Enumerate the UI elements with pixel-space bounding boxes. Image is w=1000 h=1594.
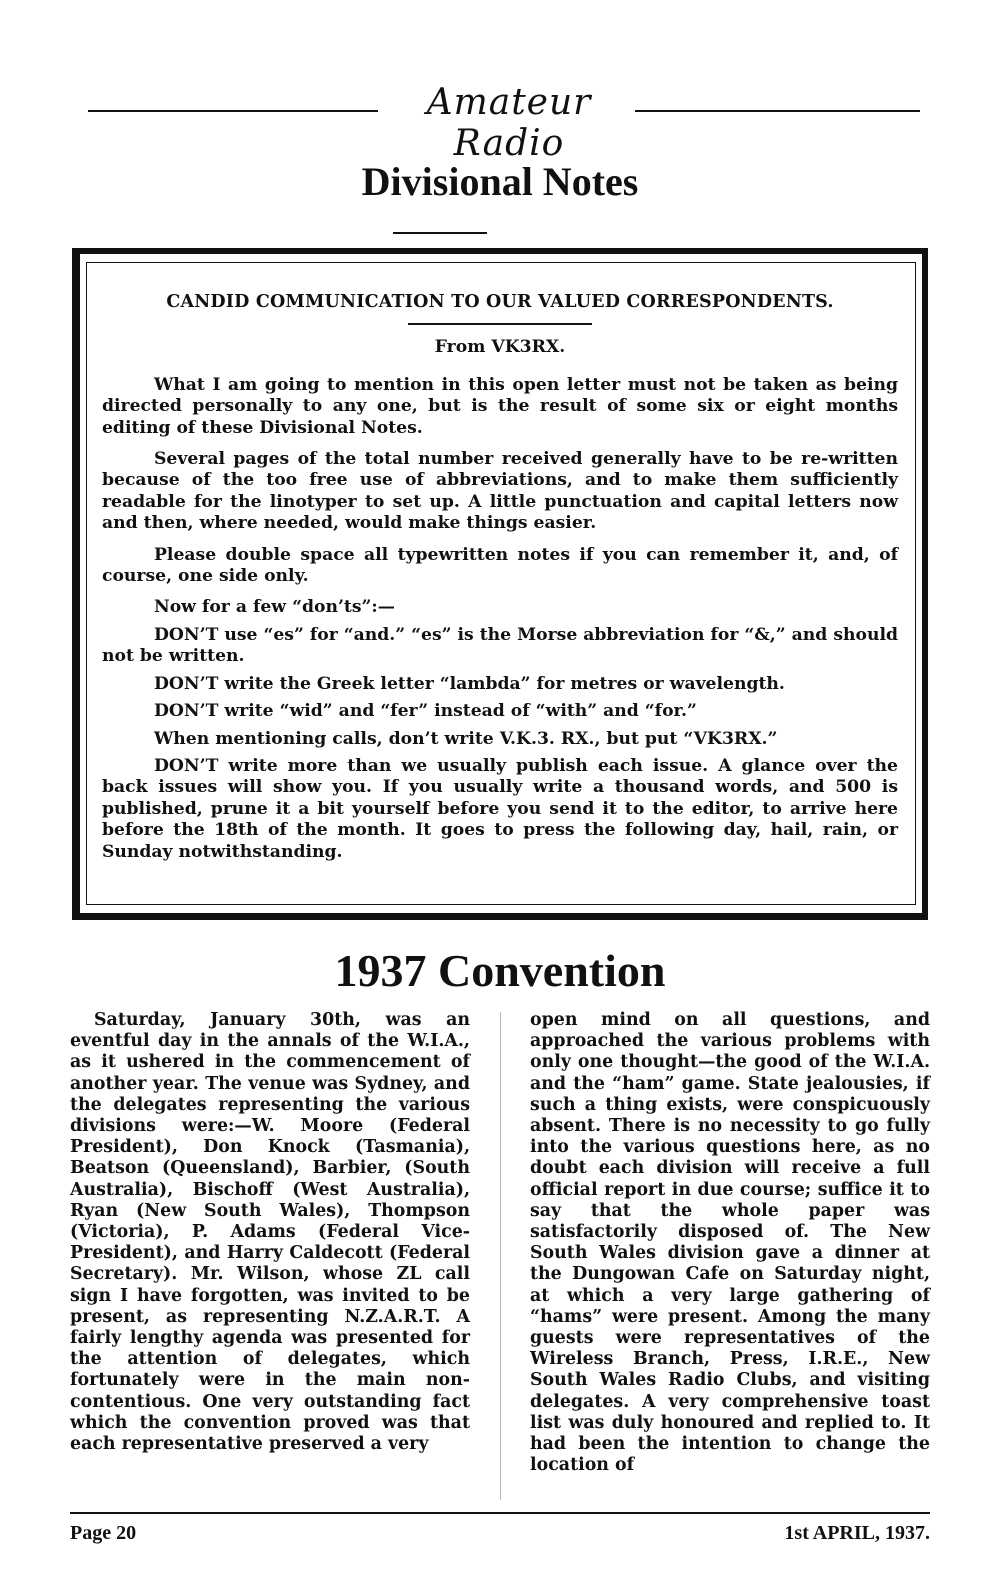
masthead-rule-left (88, 110, 378, 112)
masthead-rule-right (635, 110, 920, 112)
footer-rule (70, 1512, 930, 1514)
notice-from: From VK3RX. (434, 337, 566, 358)
column-divider (500, 1012, 501, 1500)
article-text: Saturday, January 30th, was an eventful day in the annals of the W.I.A., as it ushered in the commencement of another year. The venue was Sydney, and the delegates representing the various divisions were:—W. Moore (Federal President), Don Knock (Tasmania), Beatson (Queensland), Barbier, (South Australia), Bischoff (West Australia), Ryan (New South Wales), Thompson (Victoria), P. Adams (Federal Vice-President), and Harry Caldecott (Federal Secretary). Mr. Wilson, whose ZL call sign I have forgotten, was invited to be present, as representing N.Z.A.R.T. A fairly lengthy agenda was presented for the attention of delegates, which fortunately were in the main non-contentious. One very outstanding fact which the convention proved was that each representative preserved a very (70, 1010, 470, 1455)
article-title: 1937 Convention (334, 945, 666, 996)
notice-paragraph: When mentioning calls, don’t write V.K.3. RX., but put “VK3RX.” (154, 728, 778, 749)
section-title-underline (393, 232, 487, 234)
notice-paragraph: DON’T write “wid” and “fer” instead of “with” and “for.” (154, 701, 697, 722)
masthead-title: Amateur Radio (426, 82, 592, 164)
article-column-left (70, 1010, 470, 1455)
notice-paragraph: Several pages of the total number received generally have to be re-written because of the too free use of abbreviations, and to make them sufficiently readable for the linotyper to set up. A little punctuation and capital letters now and then, where needed, would make things easier. (102, 449, 898, 534)
article-column-right (530, 1010, 930, 1476)
notice-paragraph: Please double space all typewritten notes if you can remember it, and, of course, one side only. (102, 544, 898, 587)
page-number: Page 20 (70, 1522, 137, 1544)
notice-paragraph: Now for a few “don’ts”:— (154, 597, 395, 618)
notice-paragraph: DON’T write more than we usually publish each issue. A glance over the back issues will show you. If you usually write a thousand words, and 500 is published, prune it a bit yourself before you send it to the editor, to arrive here before the 18th of the month. It goes to press the following day, hail, rain, or Sunday notwithstanding. (102, 755, 898, 862)
notice-paragraph: What I am going to mention in this open letter must not be taken as being directed personally to any one, but is the result of some six or eight months editing of these Divisional Notes. (102, 374, 898, 438)
issue-date: 1st APRIL, 1937. (784, 1522, 930, 1544)
section-title: Divisional Notes (361, 159, 639, 204)
article-text: open mind on all questions, and approached the various problems with only one thought—the good of the W.I.A. and the “ham” game. State jealousies, if such a thing exists, were conspicuously absent. There is no necessity to go fully into the various questions here, as no doubt each division will receive a full official report in due course; suffice it to say that the whole paper was satisfactorily disposed of. The New South Wales division gave a dinner at the Dungowan Cafe on Saturday night, at which a very large gathering of “hams” were present. Among the many guests were representatives of the Wireless Branch, Press, I.R.E., New South Wales Radio Clubs, and visiting delegates. A very comprehensive toast list was duly honoured and replied to. It had been the intention to change the location of (530, 1010, 930, 1476)
notice-paragraph: DON’T write the Greek letter “lambda” for metres or wavelength. (154, 673, 785, 694)
notice-content (102, 292, 898, 873)
notice-paragraph: DON’T use “es” for “and.” “es” is the Morse abbreviation for “&,” and should not be written. (102, 624, 898, 667)
masthead (88, 80, 920, 164)
notice-heading-rule (408, 323, 592, 325)
notice-heading: CANDID COMMUNICATION TO OUR VALUED CORRESPONDENTS. (166, 292, 834, 312)
